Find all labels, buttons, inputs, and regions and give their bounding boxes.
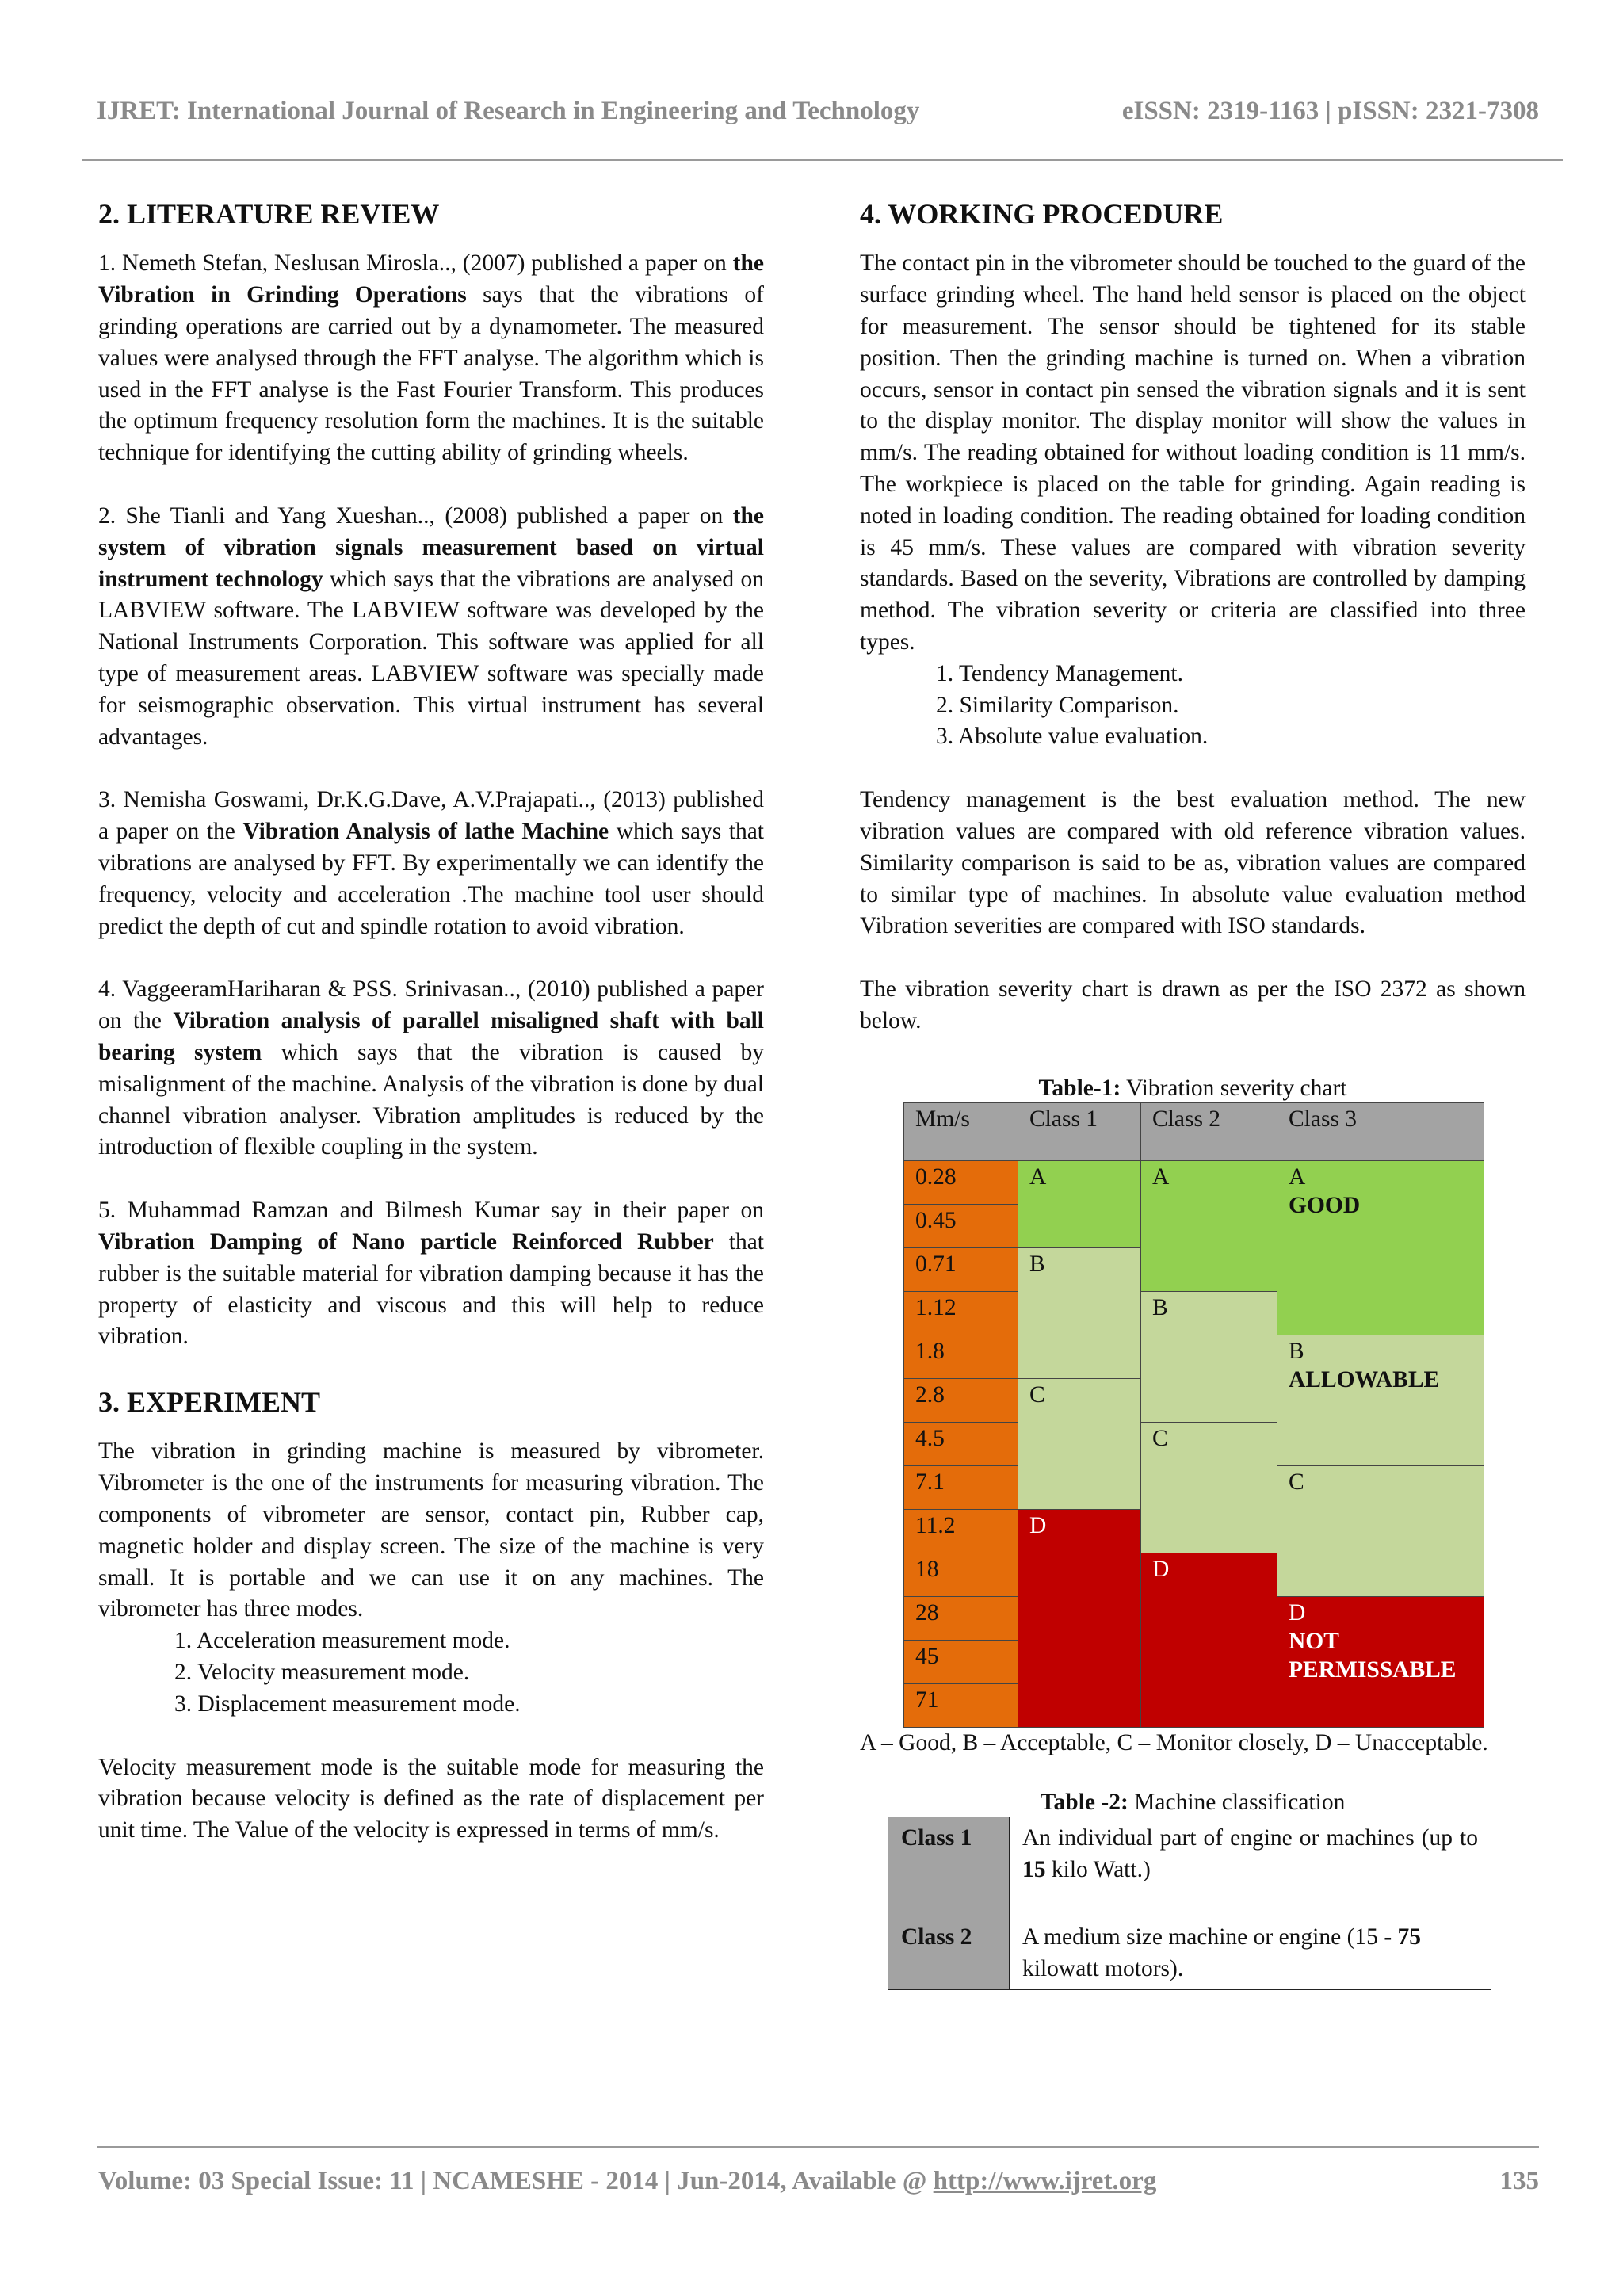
class-key: Class 2 (888, 1916, 1010, 1989)
class2-zone-a: A (1141, 1160, 1277, 1291)
mm-cell: 28 (904, 1596, 1018, 1640)
exp-paragraph-2: Velocity measurement mode is the suitable mode for measuring the vibration because velocity is defined as the rate of displacement per unit time. The Value of the velocity is expressed in terms of mm/s. (98, 1754, 764, 1843)
zone-label: NOT PERMISSABLE (1289, 1628, 1457, 1683)
class1-zone-a: A (1018, 1160, 1141, 1247)
mm-cell: 0.45 (904, 1204, 1018, 1247)
text: says that the vibrations of grinding operations are carried out by a dynamometer. The measured values were analysed through the FFT analyse. The algorithm which is used in the FFT analyse is the Fast Fourier Transform. This produces the optimum frequency resolution form the machines. It is the suitable technique for identifying the cutting ability of grinding wheels. (98, 282, 764, 466)
table1-caption (860, 1074, 1526, 1102)
zone-letter: D (1289, 1599, 1306, 1626)
caption-label: Table -2: (1040, 1789, 1128, 1815)
paper-title: Vibration Damping of Nano particle Reinforced Rubber (98, 1228, 714, 1255)
class2-zone-b: B (1141, 1291, 1277, 1422)
mm-cell: 7.1 (904, 1465, 1018, 1509)
power-value: 15 (1022, 1856, 1046, 1882)
class-description (1010, 1916, 1491, 1989)
work-paragraph-2: Tendency management is the best evaluation method. The new vibration values are compared with old reference vibration values. Similarity comparison is said to be as, vibration values are compared to similar type of machines. In absolute value evaluation method Vibration severities are compared with ISO standards. (860, 787, 1526, 939)
class1-zone-d: D (1018, 1509, 1141, 1727)
mm-cell: 1.8 (904, 1335, 1018, 1378)
footer-text (98, 2167, 1156, 2196)
text: 3. Nemisha Goswami, Dr.K.G.Dave, A.V.Prajapati.., (2013) published a paper on the (98, 787, 764, 845)
lit-paragraph-1 (98, 248, 764, 469)
paper-title: the Vibration in Grinding Operations (98, 250, 764, 308)
journal-link[interactable]: http://www.ijret.org (933, 2167, 1157, 2195)
section-title-working: 4. WORKING PROCEDURE (860, 198, 1224, 230)
text: A medium size machine or engine (15 (1022, 1924, 1384, 1950)
class2-zone-d: D (1141, 1553, 1277, 1727)
type-list (860, 659, 1526, 753)
class-description (1010, 1817, 1491, 1916)
class3-zone-b (1277, 1335, 1484, 1465)
table-header-row (904, 1102, 1484, 1160)
vibration-severity-table (903, 1102, 1484, 1728)
text: that rubber is the suitable material for vibration damping because it has the property of elasticity and viscous and this will help to reduce vibration. (98, 1228, 764, 1350)
section-title-literature: 2. LITERATURE REVIEW (98, 198, 440, 230)
mm-cell: 2.8 (904, 1378, 1018, 1422)
lit-paragraph-2 (98, 501, 764, 753)
section-title-experiment: 3. EXPERIMENT (98, 1386, 321, 1419)
paper-title: the system of vibration signals measurement based on virtual instrument technology (98, 502, 764, 592)
list-item: 1. Tendency Management. (936, 660, 1183, 686)
volume-info: Volume: 03 Special Issue: 11 | NCAMESHE - 2014 | Jun-2014, Available @ (98, 2167, 934, 2195)
exp-paragraph-1: The vibration in grinding machine is measured by vibrometer. Vibrometer is the one of the instruments for measuring vibration. The components of vibrometer are sensor, contact pin, Rubber cap, magnetic holder and display screen. The size of the machine is very small. It is portable and we can use it on any machines. The vibrometer has three modes. (98, 1438, 764, 1622)
left-column (98, 198, 764, 1847)
paper-title: Vibration analysis of parallel misaligned shaft with ball bearing system (98, 1008, 764, 1065)
zone-label: ALLOWABLE (1289, 1366, 1440, 1392)
footer-rule (97, 2146, 1539, 2148)
text: which says that the vibrations are analysed on LABVIEW software. The LABVIEW software was developed by the National Instruments Corporation. This software was applied for all type of measurement areas. LABVIEW software was specially made for seismographic observation. This virtual instrument has several advantages. (98, 566, 764, 750)
power-value: - 75 (1384, 1924, 1422, 1950)
caption-text: Machine classification (1128, 1789, 1346, 1815)
machine-classification-table (888, 1817, 1491, 1990)
class3-zone-c: C (1277, 1465, 1484, 1596)
header-rule (82, 159, 1563, 161)
mm-cell: 1.12 (904, 1291, 1018, 1335)
mm-cell: 11.2 (904, 1509, 1018, 1553)
journal-title: IJRET: International Journal of Research in Engineering and Technology (97, 97, 920, 125)
header-cell: Class 2 (1141, 1102, 1277, 1160)
mm-cell: 18 (904, 1553, 1018, 1596)
table-row (888, 1817, 1491, 1916)
text: 2. She Tianli and Yang Xueshan.., (2008) published a paper on (98, 502, 733, 529)
mm-cell: 45 (904, 1640, 1018, 1683)
work-paragraph-1: The contact pin in the vibrometer should be touched to the guard of the surface grinding wheel. The hand held sensor is placed on the object for measurement. The sensor should be tightened for its stable position. Then the grinding machine is turned on. When a vibration occurs, sensor in contact pin sensed the vibration signals and it is sent to the display monitor. The display monitor will show the values in mm/s. The reading obtained for without loading condition is 11 mm/s. The workpiece is placed on the table for grinding. Again reading is noted in loading condition. The reading obtained for loading condition is 45 mm/s. These values are compared with vibration severity standards. Based on the severity, Vibrations are controlled by damping method. The vibration severity or criteria are classified into three types. (860, 250, 1526, 655)
page-number: 135 (1499, 2167, 1539, 2195)
class3-zone-d (1277, 1596, 1484, 1727)
table2-caption (860, 1788, 1526, 1817)
work-paragraph-3: The vibration severity chart is drawn as per the ISO 2372 as shown below. (860, 976, 1526, 1033)
text: which says that the vibration is caused by misalignment of the machine. Analysis of the vibration is done by dual channel vibration analyser. Vibration amplitudes is reduced by the introduction of flexible coupling in the system. (98, 1039, 764, 1160)
zone-label: GOOD (1289, 1192, 1361, 1218)
table-row (888, 1916, 1491, 1989)
lit-paragraph-5 (98, 1195, 764, 1353)
class3-zone-a (1277, 1160, 1484, 1335)
mode-list (98, 1626, 764, 1720)
text: kilowatt motors). (1022, 1955, 1184, 1981)
class1-zone-b: B (1018, 1247, 1141, 1378)
list-item: 2. Similarity Comparison. (936, 692, 1179, 718)
table1-legend: A – Good, B – Acceptable, C – Monitor closely, D – Unacceptable. (860, 1729, 1488, 1755)
lit-paragraph-4 (98, 974, 764, 1163)
text: 5. Muhammad Ramzan and Bilmesh Kumar say in their paper on (98, 1198, 764, 1224)
running-header (97, 97, 1539, 126)
caption-text: Vibration severity chart (1121, 1075, 1347, 1101)
list-item: 2. Velocity measurement mode. (174, 1660, 470, 1686)
list-item: 3. Absolute value evaluation. (936, 724, 1209, 750)
text: 1. Nemeth Stefan, Neslusan Mirosla.., (2007) published a paper on (98, 250, 733, 277)
class1-zone-c: C (1018, 1378, 1141, 1509)
text: kilo Watt.) (1045, 1856, 1151, 1882)
lit-paragraph-3 (98, 785, 764, 942)
text: An individual part of engine or machines (up to (1022, 1824, 1478, 1851)
paper-title: Vibration Analysis of lathe Machine (242, 819, 609, 845)
running-footer (98, 2167, 1539, 2196)
text: 4. VaggeeramHariharan & PSS. Srinivasan.., (2010) published a paper on the (98, 976, 764, 1034)
mm-cell: 0.71 (904, 1247, 1018, 1291)
table-row (904, 1160, 1484, 1204)
header-cell: Class 3 (1277, 1102, 1484, 1160)
header-cell: Mm/s (904, 1102, 1018, 1160)
mm-cell: 71 (904, 1683, 1018, 1727)
caption-label: Table-1: (1038, 1075, 1121, 1101)
zone-letter: B (1289, 1338, 1304, 1364)
right-column (860, 198, 1526, 1990)
class-key: Class 1 (888, 1817, 1010, 1916)
text: which says that vibrations are analysed by FFT. By experimentally we can identify the frequency, velocity and acceleration .The machine tool user should predict the depth of cut and spindle rotation to avoid vibration. (98, 819, 764, 939)
mm-cell: 0.28 (904, 1160, 1018, 1204)
issn: eISSN: 2319-1163 | pISSN: 2321-7308 (1121, 97, 1539, 125)
zone-letter: A (1289, 1163, 1306, 1190)
list-item: 1. Acceleration measurement mode. (174, 1628, 510, 1654)
list-item: 3. Displacement measurement mode. (174, 1690, 521, 1717)
class2-zone-c: C (1141, 1422, 1277, 1553)
header-cell: Class 1 (1018, 1102, 1141, 1160)
mm-cell: 4.5 (904, 1422, 1018, 1465)
